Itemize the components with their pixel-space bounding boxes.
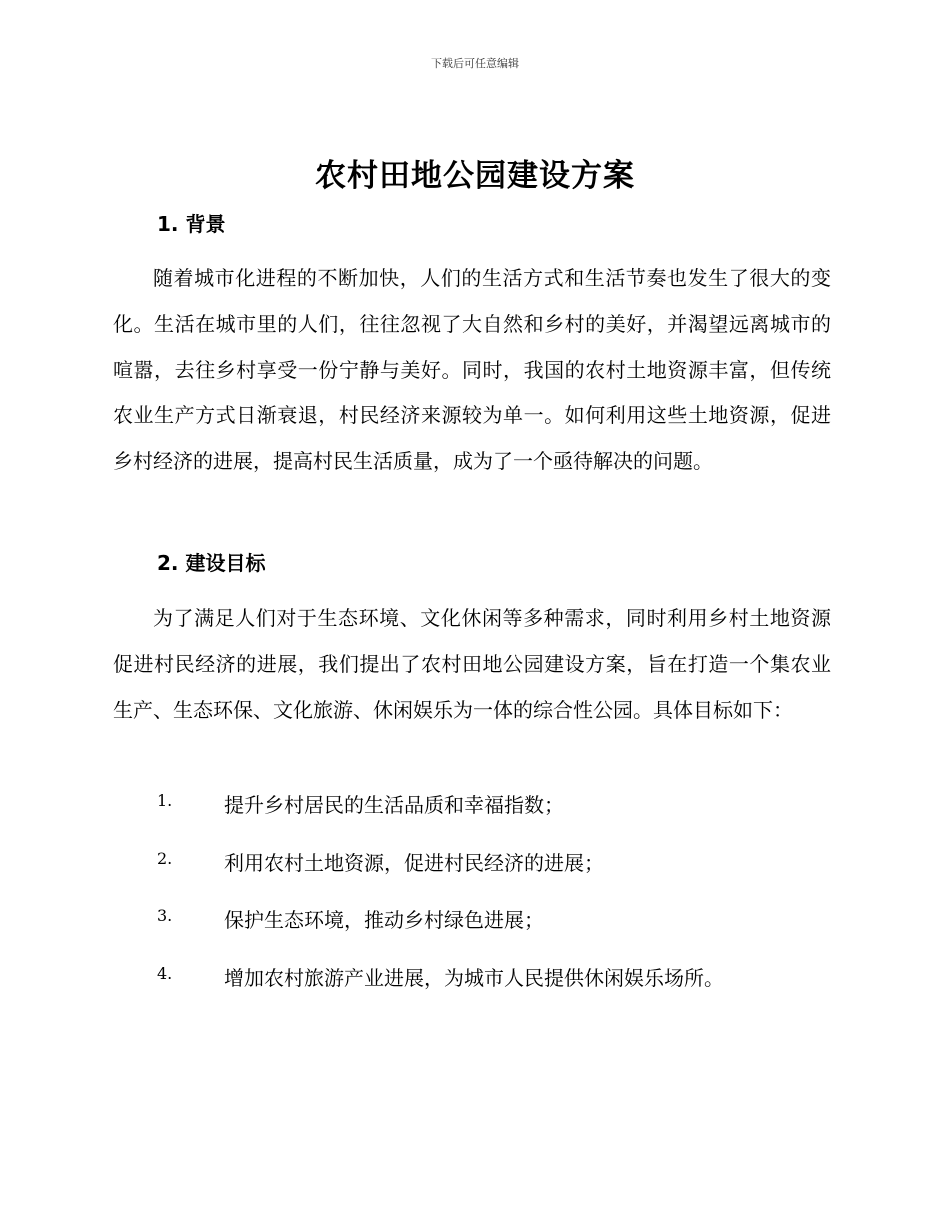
list-item-text: 利用农村土地资源，促进村民经济的进展； <box>224 850 604 875</box>
list-item-number: 3. <box>157 906 173 925</box>
list-item-number: 1. <box>157 791 173 810</box>
list-item-text: 增加农村旅游产业进展，为城市人民提供休闲娱乐场所。 <box>224 965 724 990</box>
header-note: 下载后可任意编辑 <box>431 57 519 70</box>
list-item <box>0 904 950 962</box>
list-item <box>0 789 950 847</box>
document-title: 农村田地公园建设方案 <box>315 158 635 194</box>
paragraph-background: 随着城市化进程的不断加快，人们的生活方式和生活节奏也发生了很大的变化。生活在城市里的人们，往往忽视了大自然和乡村的美好，并渴望远离城市的喧嚣，去往乡村享受一份宁静与美好。同时，我国的农村土地资源丰富，但传统农业生产方式日渐衰退，村民经济来源较为单一。如何利用这些土地资源，促进乡村经济的进展，提高村民生活质量，成为了一个亟待解决的问题。 <box>113 266 831 474</box>
goal-list <box>0 789 950 1019</box>
list-item-text: 提升乡村居民的生活品质和幸福指数； <box>224 793 564 817</box>
section-heading-goals: 2. 建设目标 <box>157 551 266 575</box>
list-item-number: 4. <box>157 963 173 983</box>
paragraph-goals: 为了满足人们对于生态环境、文化休闲等多种需求，同时利用乡村土地资源促进村民经济的进展，我们提出了农村田地公园建设方案，旨在打造一个集农业生产、生态环保、文化旅游、休闲娱乐为一体的综合性公园。具体目标如下： <box>113 606 831 722</box>
list-item <box>0 962 950 1020</box>
section-heading-background: 1. 背景 <box>157 212 226 236</box>
list-item-number: 2. <box>157 848 173 868</box>
list-item-text: 保护生态环境，推动乡村绿色进展； <box>224 908 544 932</box>
list-item <box>0 847 950 905</box>
